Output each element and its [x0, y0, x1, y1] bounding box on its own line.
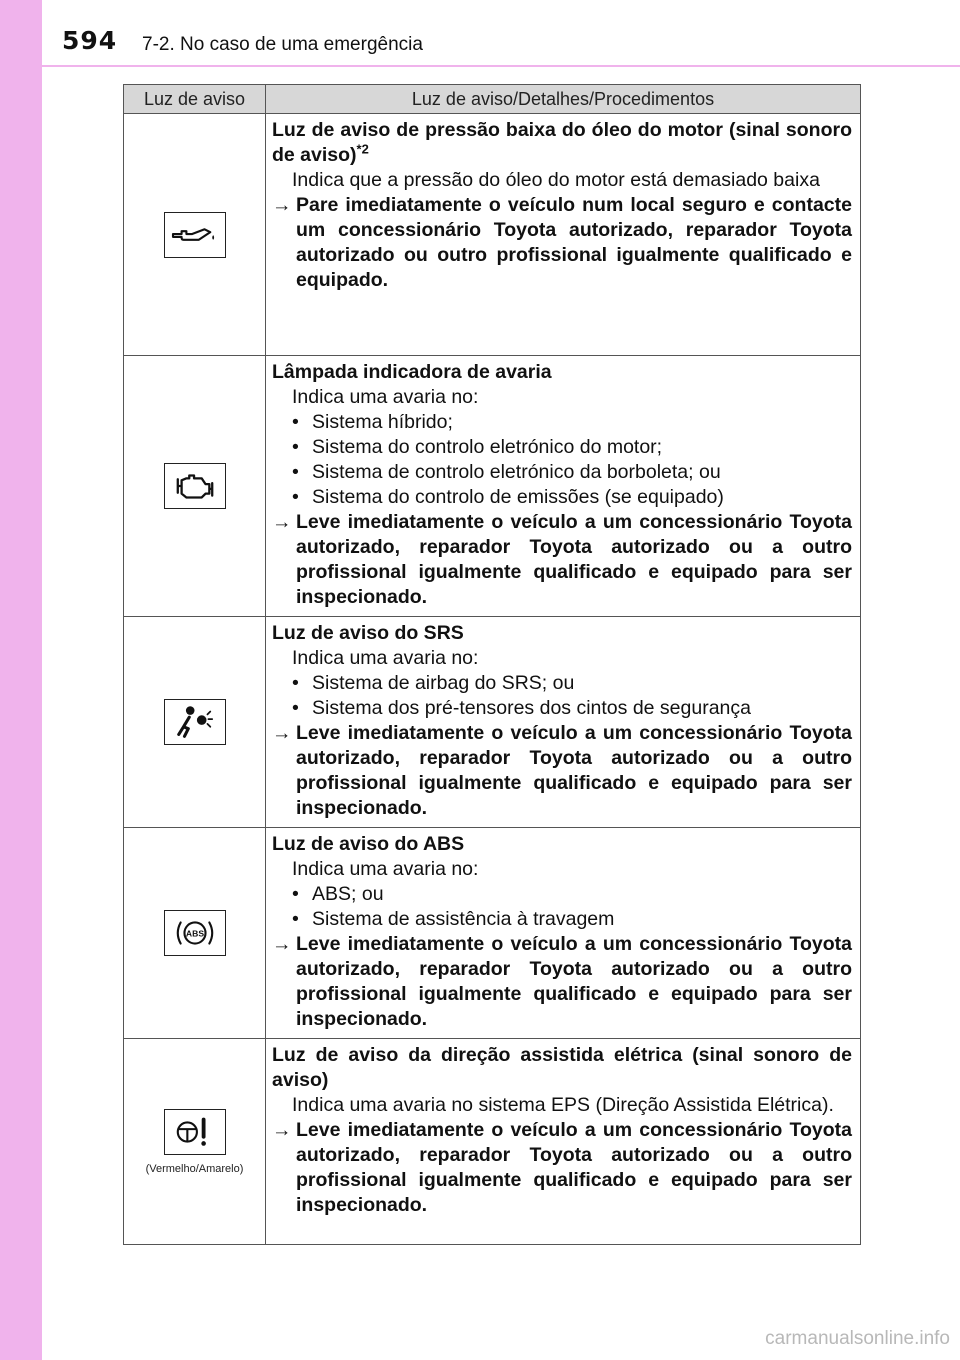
table-row	[124, 617, 861, 828]
arrow-right-icon: →	[272, 1119, 292, 1141]
details-cell	[266, 114, 861, 356]
action-step	[272, 1118, 852, 1218]
table-row	[124, 356, 861, 617]
table-row	[124, 114, 861, 356]
action-text: Leve imediatamente o veículo a um concessionário Toyota autorizado, reparador Toyota autorizado ou a outro profissional igualmente qualificado e equipado para ser inspecionado.	[296, 511, 852, 608]
eps-steering-warning-icon	[164, 1109, 226, 1155]
list-item: • Sistema de controlo eletrónico da borboleta; ou	[292, 460, 852, 485]
watermark: carmanualsonline.info	[765, 1328, 950, 1349]
table-header-row	[124, 85, 861, 114]
warning-description: Indica uma avaria no sistema EPS (Direção Assistida Elétrica).	[292, 1094, 834, 1116]
srs-airbag-icon	[164, 699, 226, 745]
list-item: • ABS; ou	[292, 882, 852, 907]
list-item: • Sistema de airbag do SRS; ou	[292, 671, 852, 696]
bullet-list	[272, 882, 852, 932]
action-text: Leve imediatamente o veículo a um concessionário Toyota autorizado, reparador Toyota autorizado ou a outro profissional igualmente qualificado e equipado para ser inspecionado.	[296, 1119, 852, 1216]
details-cell	[266, 617, 861, 828]
list-item: • Sistema do controlo de emissões (se equipado)	[292, 485, 852, 510]
arrow-right-icon: →	[272, 194, 292, 216]
icon-cell	[124, 356, 266, 617]
arrow-right-icon: →	[272, 511, 292, 533]
warning-description: Indica uma avaria no:	[292, 858, 479, 880]
action-text: Leve imediatamente o veículo a um concessionário Toyota autorizado, reparador Toyota autorizado ou a outro profissional igualmente qualificado e equipado para ser inspecionado.	[296, 933, 852, 1030]
list-item: • Sistema dos pré-tensores dos cintos de segurança	[292, 696, 852, 721]
warning-description: Indica que a pressão do óleo do motor está demasiado baixa	[292, 169, 820, 191]
details-cell	[266, 828, 861, 1039]
warning-lights-table	[123, 84, 861, 1245]
action-step	[272, 932, 852, 1032]
header-rule	[42, 65, 960, 67]
action-step	[272, 510, 852, 610]
arrow-right-icon: →	[272, 933, 292, 955]
page-number: 594	[62, 26, 118, 55]
table-row	[124, 1039, 861, 1245]
warning-title: Luz de aviso de pressão baixa do óleo do motor (sinal sonoro de aviso)$^{*2}$	[272, 119, 852, 166]
icon-cell	[124, 114, 266, 356]
arrow-right-icon: →	[272, 722, 292, 744]
table-row	[124, 828, 861, 1039]
icon-cell	[124, 1039, 266, 1245]
list-item: • Sistema do controlo eletrónico do motor;	[292, 435, 852, 460]
action-text: Pare imediatamente o veículo num local seguro e contacte um concessionário Toyota autorizado, reparador Toyota autorizado ou outro profissional igualmente qualificado e equipado.	[296, 194, 852, 291]
bullet-list	[272, 671, 852, 721]
warning-title: Luz de aviso da direção assistida elétrica (sinal sonoro de aviso)	[272, 1044, 852, 1091]
list-item: • Sistema híbrido;	[292, 410, 852, 435]
icon-cell	[124, 617, 266, 828]
col-header-warning-light: Luz de aviso	[124, 85, 266, 114]
warning-description: Indica uma avaria no:	[292, 386, 479, 408]
abs-icon-label: ABS	[185, 928, 204, 939]
warning-title: Lâmpada indicadora de avaria	[272, 361, 552, 383]
warning-description: Indica uma avaria no:	[292, 647, 479, 669]
details-cell	[266, 1039, 861, 1245]
action-step	[272, 721, 852, 821]
footnote-marker: *2	[356, 141, 369, 157]
icon-cell	[124, 828, 266, 1039]
side-tab-strip	[0, 0, 42, 1360]
action-step	[272, 193, 852, 293]
section-title: 7-2. No caso de uma emergência	[142, 34, 423, 55]
oil-pressure-warning-icon	[164, 212, 226, 258]
details-cell	[266, 356, 861, 617]
col-header-details: Luz de aviso/Detalhes/Procedimentos	[266, 85, 861, 114]
warning-title: Luz de aviso do SRS	[272, 622, 464, 644]
action-text: Leve imediatamente o veículo a um concessionário Toyota autorizado, reparador Toyota autorizado ou a outro profissional igualmente qualificado e equipado para ser inspecionado.	[296, 722, 852, 819]
bullet-list	[272, 410, 852, 510]
icon-color-note: (Vermelho/Amarelo)	[145, 1162, 244, 1175]
check-engine-icon	[164, 463, 226, 509]
warning-title: Luz de aviso do ABS	[272, 833, 465, 855]
abs-warning-icon	[164, 910, 226, 956]
list-item: • Sistema de assistência à travagem	[292, 907, 852, 932]
